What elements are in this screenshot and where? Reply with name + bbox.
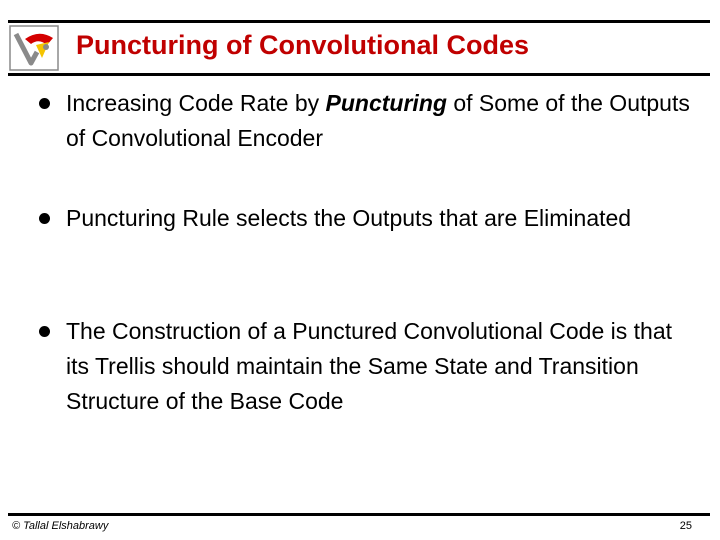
footer-rule bbox=[8, 513, 710, 516]
slide-title: Puncturing of Convolutional Codes bbox=[76, 30, 529, 60]
bullet-dot-icon bbox=[39, 326, 50, 337]
bullet-1-text-post: of Some of the Outputs of Convolutional Encoder bbox=[66, 90, 690, 151]
title-top-rule bbox=[8, 20, 710, 23]
bullet-1-text-pre: Increasing Code Rate by bbox=[66, 90, 326, 116]
title-bottom-rule bbox=[8, 73, 710, 76]
bullet-item-1 bbox=[30, 86, 700, 156]
bullet-2-text: Puncturing Rule selects the Outputs that are Eliminated bbox=[66, 205, 632, 231]
university-logo-icon bbox=[9, 25, 59, 71]
bullet-dot-icon bbox=[39, 98, 50, 109]
bullet-3-text: The Construction of a Punctured Convolutional Code is that its Trellis should maintain the Same State and Transition Structure of the Base Code bbox=[66, 318, 673, 414]
bullet-item-3 bbox=[30, 314, 700, 419]
page-number: 25 bbox=[679, 520, 692, 532]
bullet-dot-icon bbox=[39, 213, 50, 224]
bullet-1-emphasis: Puncturing bbox=[325, 90, 447, 116]
bullet-item-2 bbox=[30, 201, 631, 236]
footer-copyright: © Tallal Elshabrawy bbox=[12, 520, 109, 532]
